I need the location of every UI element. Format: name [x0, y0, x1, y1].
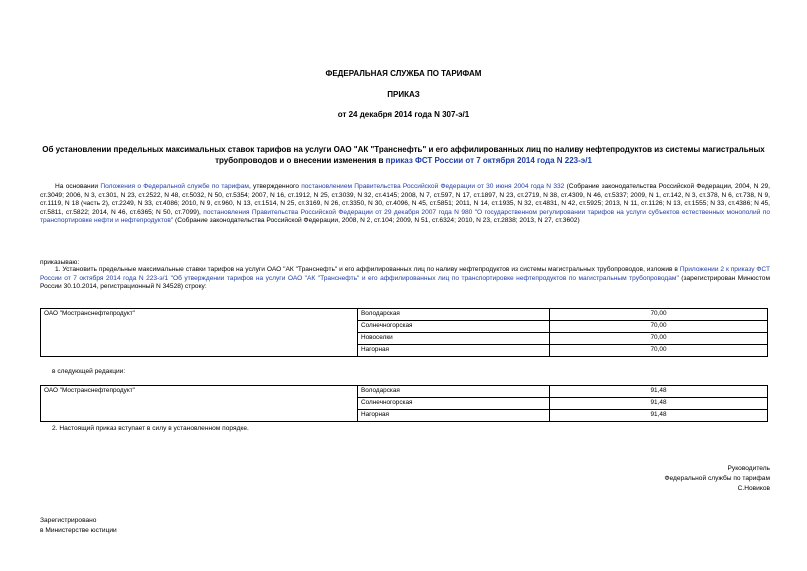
rate-cell: 70,00 — [550, 309, 768, 321]
signature-org: Федеральной службы по тарифам — [664, 475, 770, 483]
link-decree-980[interactable]: постановления Правительства Российской Федерации от 29 декабря 2007 года N 980 "О государственном регулировании тарифов на услуги субъектов естественных монополий по транспортировке нефти и нефтепродуктов" — [40, 208, 771, 225]
link-regulation[interactable]: Положения о Федеральной службе по тарифам — [100, 183, 249, 190]
station-cell: Нагорная — [358, 410, 550, 422]
rate-cell: 91,48 — [550, 410, 768, 422]
tariff-table-new — [40, 385, 768, 422]
doc-type-heading: ПРИКАЗ — [387, 90, 420, 99]
rate-cell: 70,00 — [550, 333, 768, 345]
rate-cell: 70,00 — [550, 321, 768, 333]
item-2-paragraph: 2. Настоящий приказ вступает в силу в установленном порядке. — [52, 425, 249, 432]
station-cell: Володарская — [358, 386, 550, 398]
company-cell: ОАО "Мостранснефтепродукт" — [41, 386, 358, 422]
title-text: Об установлении предельных максимальных ставок тарифов на услуги ОАО "АК "Транснефть" и его аффилированных лиц по наливу нефтепродуктов из системы магистральных трубопроводов и о внесении изменения в — [42, 145, 765, 165]
preamble-paragraph — [40, 183, 770, 226]
registration-line-1: Зарегистрировано — [40, 517, 97, 524]
rate-cell: 70,00 — [550, 345, 768, 357]
rate-cell: 91,48 — [550, 386, 768, 398]
item1-text-3: (зарегистрирован Минюстом России 30.10.2014, регистрационный N 34528) строку: — [40, 274, 770, 291]
station-cell: Солнечногорская — [358, 321, 550, 333]
item1-text-1: 1. Установить предельные максимальные ставки тарифов на услуги ОАО "АК "Транснефть" и его аффилированных лиц по наливу нефтепродуктов из системы магистральных трубопроводов, изложив в — [55, 266, 680, 273]
rate-cell: 91,48 — [550, 398, 768, 410]
table-row — [41, 386, 768, 398]
link-order-title[interactable]: "Об утверждении тарифов на услуги ОАО "АК "Транснефть" и его аффилированных лиц по транспортировке нефтепродуктов по магистральным трубопроводам" — [170, 274, 679, 282]
station-cell: Новоселки — [358, 333, 550, 345]
preamble-text-1: На основании — [55, 183, 101, 190]
org-heading: ФЕДЕРАЛЬНАЯ СЛУЖБА ПО ТАРИФАМ — [325, 69, 482, 78]
title-link[interactable]: приказ ФСТ России от 7 октября 2014 года N 223-э/1 — [385, 155, 592, 165]
registration-block — [40, 516, 117, 536]
signature-block — [665, 464, 771, 495]
doc-title — [40, 145, 767, 167]
preamble-text-2: , утвержденного — [248, 183, 302, 190]
preamble-text-3: (Собрание законодательства Российской Федерации, 2004, N 29, ст.3049; 2006, N 3, ст.301, N 23, ст.2522, N 48, ст.5032, N 50, ст.5354; 2007, N 16, ст.1912, N 25, ст.3039, N 32, ст.4145; 2008, N 7, ст.597, N 17, ст.1897, N 23, ст.2719, N 38, ст.4309, N 46, ст.5337; 2009, N 1, ст.142, N 3, ст.378, N 6, ст.738, N 9, ст.1119, N 18 (часть 2), ст.2249, N 33, ст.4086; 2010, N 9, ст.960, N 13, ст.1514, N 25, ст.3169, N 26, ст.3350, N 30, ст.4096, N 45, ст.5851; 2011, N 14, ст.1935, N 32, ст.4831, N 42, ст.5925; 2013, N 11, ст.1126; N 13, ст.1555; N 33, ст.4386; N 45, ст.5811, ст.5822; 2014, N 46, ст.6365; N 50, ст.7099), — [40, 183, 770, 216]
new-edition-text: в следующей редакции: — [52, 368, 126, 375]
item-1-paragraph — [40, 266, 770, 292]
preamble-text-4: (Собрание законодательства Российской Федерации, 2008, N 2, ст.104; 2009, N 51, ст.6324; 2010, N 23, ст.2838; 2013, N 27, ст.3602) — [173, 217, 580, 225]
station-cell: Нагорная — [358, 345, 550, 357]
table-row — [41, 309, 768, 321]
tariff-table-old — [40, 308, 768, 357]
link-appendix-2[interactable]: Приложении 2 к приказу ФСТ России от 7 октября 2014 года N 223-э/1 — [40, 266, 770, 282]
link-decree-332[interactable]: постановлением Правительства Российской Федерации от 30 июня 2004 года N 332 — [301, 183, 565, 190]
station-cell: Володарская — [358, 309, 550, 321]
registration-line-2: в Министерстве юстиции — [40, 527, 117, 535]
station-cell: Солнечногорская — [358, 398, 550, 410]
prikazyvayu-text: приказываю: — [40, 259, 80, 266]
signature-name: С.Новиков — [737, 485, 770, 493]
company-cell: ОАО "Мостранснефтепродукт" — [41, 309, 358, 357]
signature-position: Руководитель — [727, 465, 770, 472]
doc-date: от 24 декабря 2014 года N 307-э/1 — [337, 110, 470, 119]
